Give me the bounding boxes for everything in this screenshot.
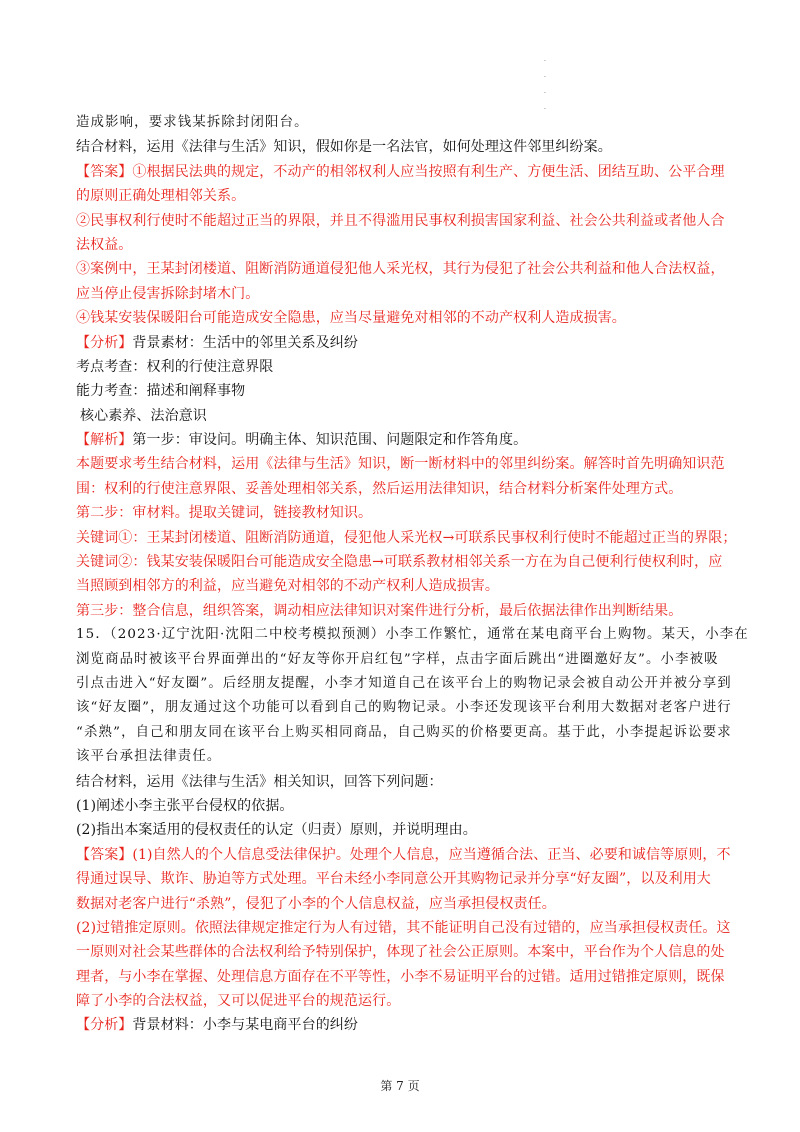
text-line: [76, 331, 726, 355]
text-line: 该“好友圈”，朋友通过这个功能可以看到自己的购物记录。小李还发现该平台利用大数据对老客户进行: [76, 700, 732, 716]
text-line: 围：权利的行使注意界限、妥善处理相邻关系，然后运用法律知识，结合材料分析案件处理方式。: [76, 480, 683, 497]
text-line: 浏览商品时被该平台界面弹出的“好友等你开启红包”字样，点击字面后跳出“进圈邀好友”。小李被吸: [76, 651, 719, 667]
text-line: 理者，与小李在掌握、处理信息方面存在不平等性，小李不易证明平台的过错。适用过错推定原则，既保: [76, 968, 725, 985]
text-line: 法权益。: [76, 236, 133, 253]
page-footer: 第 7 页: [380, 1079, 420, 1093]
document-body: [76, 111, 749, 1038]
text-line: 第二步：审材料。提取关键词，链接教材知识。: [76, 505, 373, 522]
line-text: 背景材料：小李与某电商平台的纠纷: [132, 1017, 359, 1034]
text-line: 结合材料，运用《法律与生活》相关知识，回答下列问题：: [76, 773, 443, 790]
text-line: 本题要求考生结合材料，运用《法律与生活》知识，断一断材料中的邻里纠纷案。解答时首先明确知识范: [76, 456, 725, 473]
text-line: 核心素养、法治意识: [80, 407, 207, 424]
text-line: 造成影响，要求钱某拆除封闭阳台。: [76, 115, 309, 130]
line-text: 背景素材：生活中的邻里关系及纠纷: [132, 334, 359, 351]
text-line: 障了小李的合法权益，又可以促进平台的规范运行。: [76, 993, 401, 1010]
text-line: 数据对老客户进行“杀熟”，侵犯了小李的个人信息权益，应当承担侵权责任。: [76, 895, 556, 912]
text-line: (2)指出本案适用的侵权责任的认定（归责）原则，并说明理由。: [76, 822, 477, 839]
text-line: “杀熟”，自己和朋友同在该平台上购买相同商品，自己购买的价格要更高。基于此，小李提起诉讼要求: [76, 724, 732, 740]
text-line: [76, 428, 726, 452]
line-text: 第一步：审设问。明确主体、知识范围、问题限定和作答角度。: [132, 432, 528, 449]
text-line: (2)过错推定原则。依照法律规定推定行为人有过错，其不能证明自己没有过错的，应当承担侵权责任。这: [76, 919, 731, 936]
text-line: 第三步：整合信息，组织答案，调动相应法律知识对案件进行分析，最后依据法律作出判断结果。: [76, 602, 683, 619]
text-line: 关键词①：王某封闭楼道、阻断消防通道，侵犯他人采光权→可联系民事权利行使时不能超过正当的界限；: [76, 529, 737, 546]
text-line: 结合材料，运用《法律与生活》知识，假如你是一名法官，如何处理这件邻里纠纷案。: [76, 139, 612, 156]
section-label: 【分析】: [76, 1017, 133, 1034]
text-line: 【答案】(1)自然人的个人信息受法律保护。处理个人信息，应当遵循合法、正当、必要和诚信等原则，不: [76, 846, 731, 863]
text-line: 该平台承担法律责任。: [76, 749, 222, 765]
text-line: 关键词②：钱某安装保暖阳台可能造成安全隐患→可联系教材相邻关系一方在为自己便利行使权利时，应: [76, 554, 723, 571]
text-line: [76, 1013, 726, 1037]
text-line: 一原则对社会某些群体的合法权利给予特别保护，体现了社会公正原则。本案中，平台作为个人信息的处: [76, 944, 725, 961]
text-line: ③案例中，王某封闭楼道、阻断消防通道侵犯他人采光权，其行为侵犯了社会公共利益和他人合法权益，: [76, 261, 725, 278]
text-line: 引点击进入“好友圈”。后经朋友提醒，小李才知道自己在该平台上的购物记录会被自动公开并被分享到: [76, 675, 732, 691]
text-line: 【答案】①根据民法典的规定，不动产的相邻权利人应当按照有利生产、方便生活、团结互助、公平合理: [76, 163, 725, 180]
section-label: 【解析】: [76, 432, 133, 449]
text-line: 应当停止侵害拆除封堵木门。: [76, 285, 260, 302]
text-line: ④钱某安装保暖阳台可能造成安全隐患，应当尽量避免对相邻的不动产权利人造成损害。: [76, 310, 626, 327]
text-line: 考点考查：权利的行使注意界限: [76, 358, 274, 375]
text-line: (1)阐述小李主张平台侵权的依据。: [76, 797, 294, 814]
text-line: 当照顾到相邻方的利益，应当避免对相邻的不动产权利人造成损害。: [76, 578, 499, 595]
text-line: 得通过误导、欺诈、胁迫等方式处理。平台未经小李同意公开其购物记录并分享“好友圈”，以及利用大: [76, 871, 711, 888]
header-dots: . . . .: [544, 56, 546, 111]
text-line: ②民事权利行使时不能超过正当的界限，并且不得滥用民事权利损害国家利益、社会公共利益或者他人合: [76, 212, 725, 229]
text-line: 的原则正确处理相邻关系。: [76, 188, 246, 205]
text-line: 15．（2023·辽宁沈阳·沈阳二中校考模拟预测）小李工作繁忙，通常在某电商平台上购物。某天，小李在: [76, 627, 749, 643]
text-line: 能力考查：描述和阐释事物: [76, 383, 246, 400]
section-label: 【分析】: [76, 334, 133, 351]
